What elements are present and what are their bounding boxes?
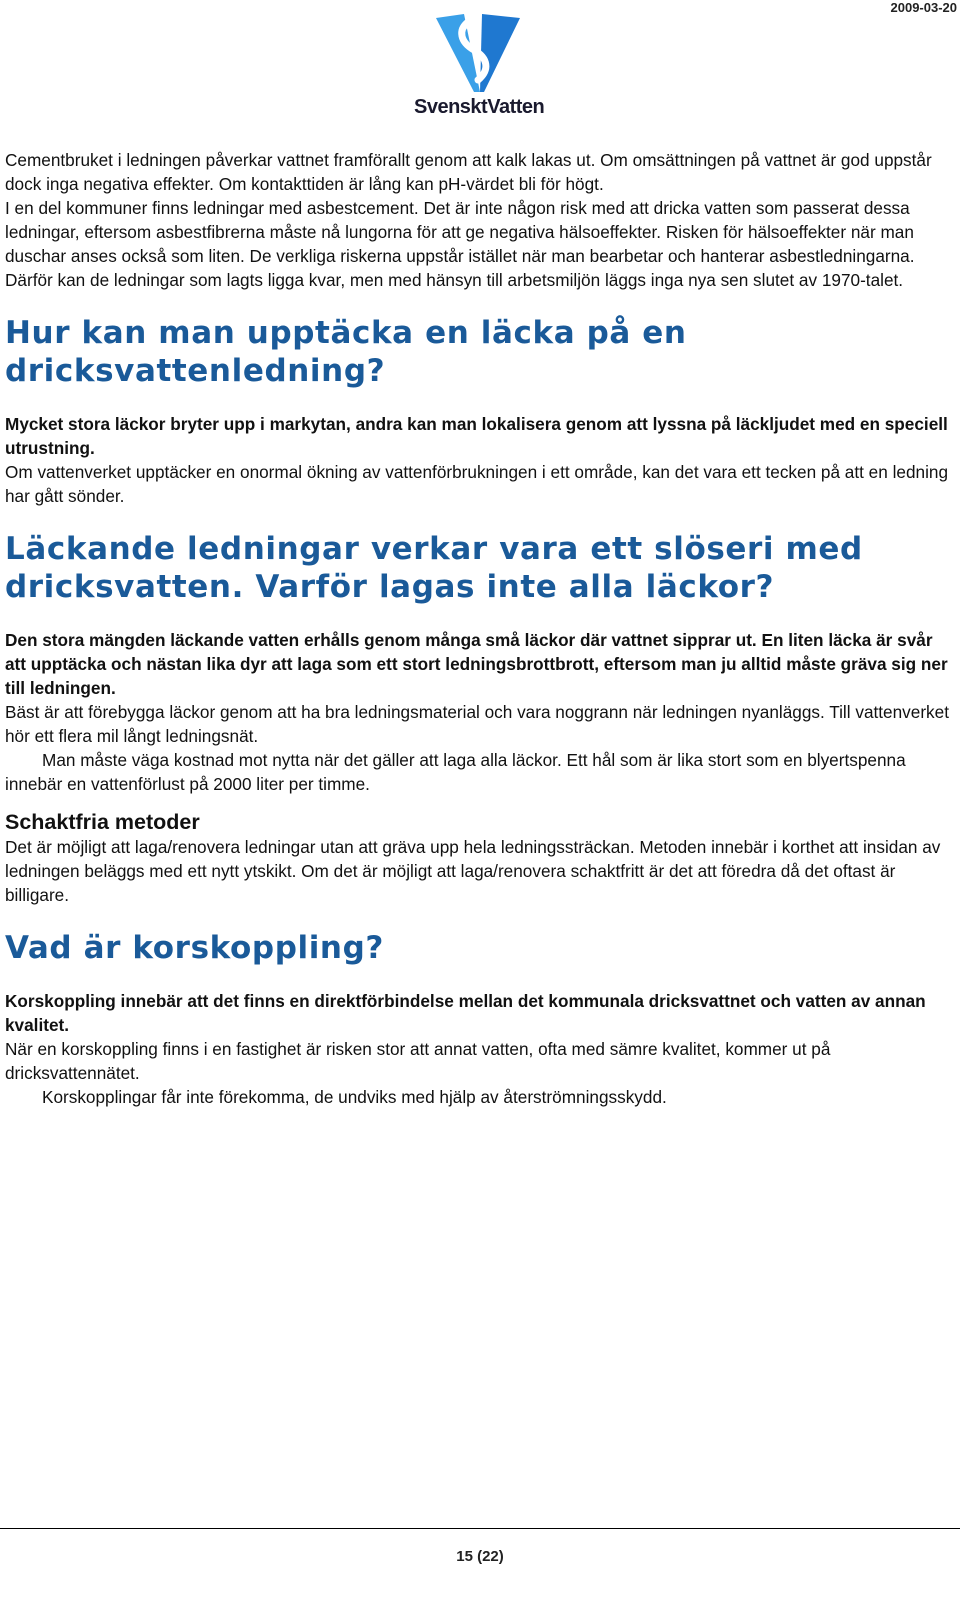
heading-leak-detection: Hur kan man upptäcka en läcka på en dricksvattenledning? xyxy=(5,315,687,389)
intro-paragraph-asbestos: I en del kommuner finns ledningar med asbestcement. Det är inte någon risk med att dricka vatten som passerat dessa ledningar, eftersom asbestfibrerna måste nå lungorna för att ge negativa hälsoeffekter. Risken för hälsoeffekter när man duschar anses också som liten. De verkliga riskerna uppstår istället när man bearbetar och hanterar asbestledningarna. Därför kan de ledningar som lagts ligga kvar, men med hänsyn till arbetsmiljön läggs inga nya sen slutet av 1970-talet. xyxy=(5,198,915,290)
heading-trenchless: Schaktfria metoder xyxy=(5,810,200,834)
leak-waste-lead: Den stora mängden läckande vatten erhålls genom många små läckor där vattnet sipprar ut. En liten läcka är svår att upptäcka och nästan lika dyr att laga som ett stort ledningsbrottbrott, eftersom man ju alltid måste gräva sig ner till ledningen. xyxy=(5,630,948,698)
document-date: 2009-03-20 xyxy=(890,0,957,15)
cross-connection-lead: Korskoppling innebär att det finns en direktförbindelse mellan det kommunala dricksvattnet och vatten av annan kvalitet. xyxy=(5,991,926,1035)
leak-detection-lead: Mycket stora läckor bryter upp i markytan, andra kan man lokalisera genom att lyssna på läckljudet med en speciell utrustning. xyxy=(5,414,948,458)
cross-connection-paragraph: När en korskoppling finns i en fastighet är risken stor att annat vatten, ofta med sämre kvalitet, kommer ut på dricksvattennätet. xyxy=(5,1039,831,1083)
trenchless-paragraph: Det är möjligt att laga/renovera ledningar utan att gräva upp hela ledningssträckan. Metoden innebär i korthet att insidan av ledningen beläggs med ett nytt ytskikt. Om det är möjligt att laga/renovera schaktfritt är det att föredra då det oftast är billigare. xyxy=(5,837,941,905)
footer-divider xyxy=(0,1528,960,1529)
document-body xyxy=(5,148,955,1109)
leak-waste-paragraph-cost: Man måste väga kostnad mot nytta när det gäller att laga alla läckor. Ett hål som är lika stort som en blyertspenna innebär en vattenförlust på 2000 liter per timme. xyxy=(5,750,906,794)
leak-detection-paragraph: Om vattenverket upptäcker en onormal ökning av vattenförbrukningen i ett område, kan det vara ett tecken på att en ledning har gått sönder. xyxy=(5,462,949,506)
intro-paragraph-cement: Cementbruket i ledningen påverkar vattnet framförallt genom att kalk lakas ut. Om omsättningen på vattnet är god uppstår dock inga negativa effekter. Om kontakttiden är lång kan pH-värdet bli för högt. xyxy=(5,150,932,194)
heading-leak-waste: Läckande ledningar verkar vara ett slöseri med dricksvatten. Varför lagas inte alla läckor? xyxy=(5,531,863,605)
leak-waste-paragraph-prevent: Bäst är att förebygga läckor genom att ha bra ledningsmaterial och vara noggrann när ledningen nyanläggs. Till vattenverket hör ett flera mil långt ledningsnät. xyxy=(5,702,949,746)
logo-mark-icon xyxy=(434,12,524,94)
svenskt-vatten-logo xyxy=(404,12,554,119)
logo-wordmark: SvensktVatten xyxy=(414,96,545,118)
cross-connection-paragraph-prevent: Korskopplingar får inte förekomma, de undviks med hjälp av återströmningsskydd. xyxy=(42,1087,667,1107)
page-number: 15 (22) xyxy=(456,1548,504,1565)
heading-cross-connection: Vad är korskoppling? xyxy=(5,930,384,966)
